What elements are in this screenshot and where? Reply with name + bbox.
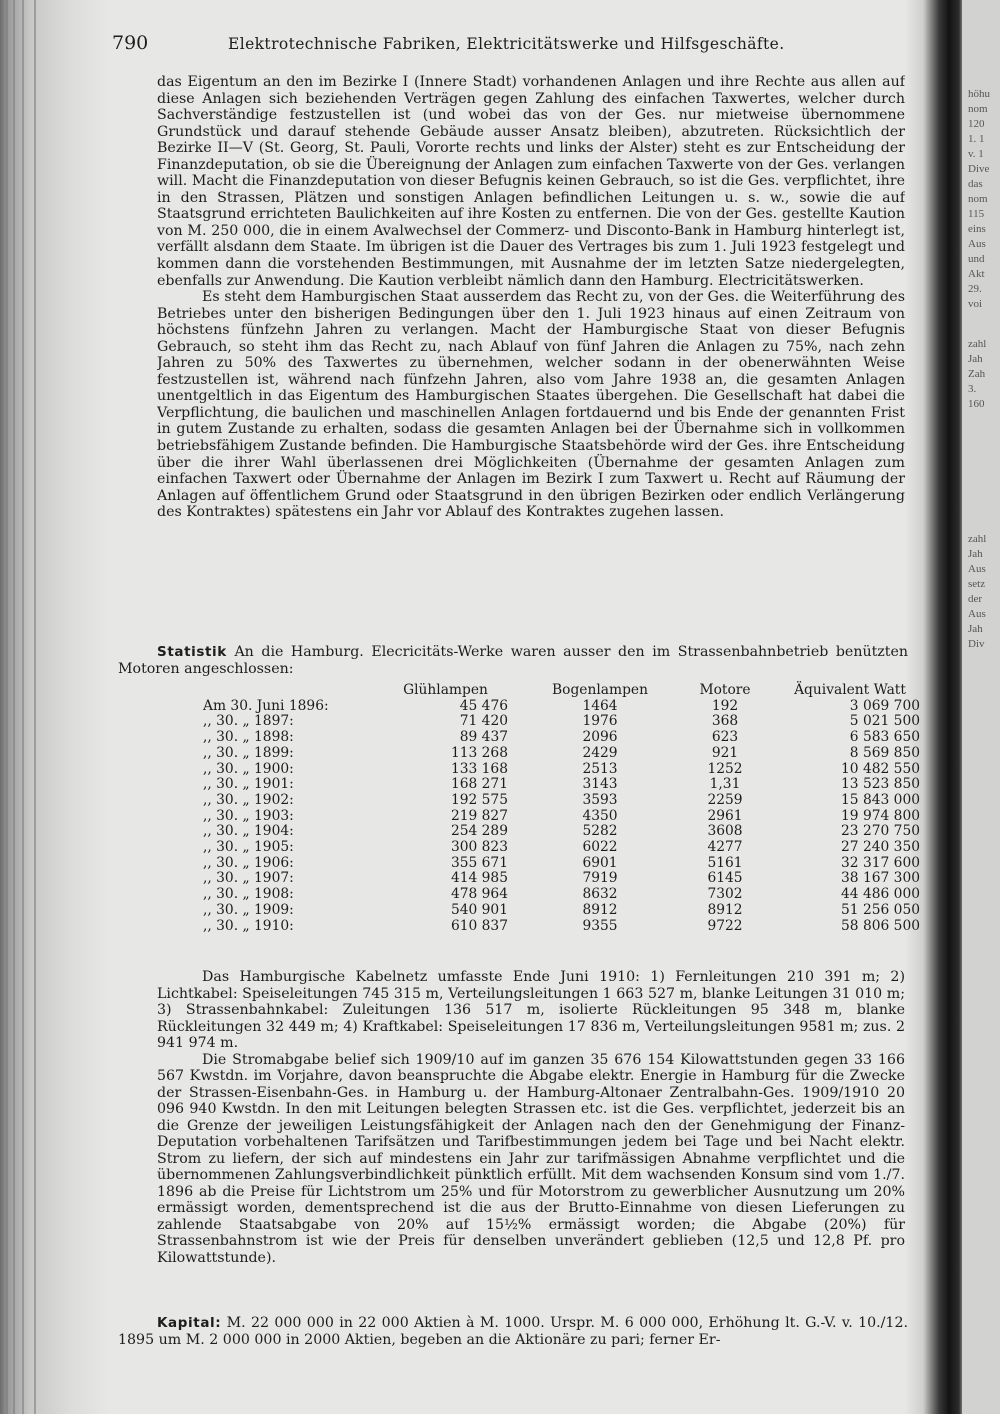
- cell-bogenlampen: 8632: [582, 886, 618, 903]
- row-label: ,, 30. „ 1898:: [203, 729, 294, 746]
- facing-page-fragment: Div: [968, 638, 985, 650]
- cell-motore: 8912: [707, 901, 743, 918]
- cell-bogenlampen: 6022: [582, 839, 618, 856]
- facing-page-fragment: Dive: [968, 163, 990, 175]
- cell-bogenlampen: 1464: [582, 697, 618, 714]
- cell-aequivalent-watt: 6 583 650: [849, 729, 920, 746]
- facing-page-fragment: nom: [968, 193, 988, 205]
- cell-motore: 368: [711, 713, 739, 730]
- facing-page-fragment: 3.: [968, 383, 977, 395]
- cell-gluehlampen: 71 420: [459, 713, 508, 730]
- facing-page-fragment: Aus: [968, 238, 986, 250]
- cell-bogenlampen: 8912: [582, 901, 618, 918]
- cell-motore: 623: [711, 729, 739, 746]
- facing-page-fragment: Aus: [968, 608, 986, 620]
- cell-aequivalent-watt: 32 317 600: [841, 854, 920, 871]
- row-label: ,, 30. „ 1907:: [203, 870, 294, 887]
- cell-gluehlampen: 219 827: [450, 807, 508, 824]
- cell-motore: 921: [711, 744, 739, 761]
- page-header: [112, 32, 912, 56]
- cell-gluehlampen: 133 168: [450, 760, 508, 777]
- cell-aequivalent-watt: 51 256 050: [841, 901, 920, 918]
- facing-page-fragment: Aus: [968, 563, 986, 575]
- row-label: ,, 30. „ 1897:: [203, 713, 294, 730]
- cell-aequivalent-watt: 3 069 700: [849, 697, 920, 714]
- table-row: [195, 903, 922, 919]
- row-label: ,, 30. „ 1904:: [203, 823, 294, 840]
- cell-bogenlampen: 9355: [582, 917, 618, 934]
- row-label: ,, 30. „ 1899:: [203, 744, 294, 761]
- body-text: [157, 74, 905, 521]
- facing-page-fragment: zahl: [968, 338, 987, 350]
- table-row: [195, 809, 922, 825]
- facing-page-fragment: nom: [968, 103, 988, 115]
- cell-gluehlampen: 478 964: [450, 886, 508, 903]
- cell-gluehlampen: 355 671: [450, 854, 508, 871]
- table-row: [195, 793, 922, 809]
- paragraph-state-rights: Es steht dem Hamburgischen Staat ausserdem das Recht zu, von der Ges. die Weiterführung des Betriebes unter den bisherigen Bedingungen über den 1. Juli 1923 hinaus auf einen Zeitraum von höchstens fünfzehn Jahren zu verlangen. Macht der Hamburgische Staat von dieser Befugnis Gebrauch, so steht ihm das Recht zu, nach Ablauf von fünf Jahren die Anlagen zu 75%, nach zehn Jahren zu 50% des Taxwertes zu übernehmen, welcher sodann in der obenerwähnten Weise festzustellen ist, während nach fünfzehn Jahren, also vom Jahre 1938 an, die gesamten Anlagen unentgeltlich in das Eigentum des Hamburgischen Staates übergehen. Die Gesellschaft hat dabei die Verpflichtung, die baulichen und maschinellen Anlagen fortdauernd und bis Ende der genannten Frist in gutem Zustande zu erhalten, sodass die gesamten Anlagen bei der Übernahme sich in vollkommen betriebsfähigem Zustande befinden. Die Hamburgische Staatsbehörde wird der Ges. ihre Entscheidung über die ihrer Wahl überlassenen drei Möglichkeiten (Übernahme der gesamten Anlagen zum einfachen Taxwert oder Übernahme der Anlagen im Bezirk I zum Taxwert u. Recht auf Räumung der Anlagen auf öffentlichem Grund oder Staatsgrund in den übrigen Bezirken oder endlich Verlängerung des Kontraktes) spätestens ein Jahr vor Ablauf des Kontraktes zugehen lassen.: [157, 289, 905, 521]
- table-row: [195, 699, 922, 715]
- cell-motore: 7302: [707, 886, 743, 903]
- facing-page-fragment: Jah: [968, 353, 983, 365]
- table-row: [195, 856, 922, 872]
- row-label: ,, 30. „ 1905:: [203, 839, 294, 856]
- cell-motore: 9722: [707, 917, 743, 934]
- row-label: Am 30. Juni 1896:: [203, 697, 329, 714]
- column-header-gluehlampen: Glühlampen: [403, 682, 488, 698]
- facing-page-fragment: Zah: [968, 368, 986, 380]
- table-row: [195, 840, 922, 856]
- facing-page-fragment: Akt: [968, 268, 985, 280]
- paragraph-contract-terms: das Eigentum an den im Bezirke I (Innere Stadt) vorhandenen Anlagen und ihre Rechte aus allen auf diese Anlagen sich beziehenden Verträgen gegen Zahlung des einfachen Taxwertes, welcher durch Sachverständige festzustellen ist (und wobei das von der Ges. nur mietweise übernommene Grundstück und darauf stehende Gebäude ausser Ansatz bleiben), abzutreten. Rücksichtlich der Bezirke II—V (St. Georg, St. Pauli, Vororte rechts und links der Alster) steht es zur Entscheidung der Finanzdeputation, ob sie die Übereignung der Anlagen zum einfachen Taxwerte von der Ges. verlangen will. Macht die Finanzdeputation von dieser Befugnis keinen Gebrauch, so ist die Ges. verpflichtet, ihre in den Strassen, Plätzen und sonstigen Anlagen befindlichen Leitungen u. s. w., sowie die auf Staatsgrund errichteten Baulichkeiten auf ihre Kosten zu entfernen. Die von der Ges. gestellte Kaution von M. 250 000, die in einem Avalwechsel der Commerz- und Disconto-Bank in Hamburg hinterlegt ist, verfällt alsdann dem Staate. Im übrigen ist die Dauer des Vertrages bis zum 1. Juli 1923 festgelegt und kommen dann die vorstehenden Bestimmungen, mit Ausnahme der im letzten Satze niedergelegten, ebenfalls zur Anwendung. Die Kaution verbleibt nämlich dann den Hamburg. Electricitätswerken.: [157, 74, 905, 289]
- cell-gluehlampen: 168 271: [450, 776, 508, 793]
- cell-aequivalent-watt: 27 240 350: [841, 839, 920, 856]
- facing-page-fragment: voi: [968, 298, 983, 310]
- facing-page-fragment: 1. 1: [968, 133, 985, 145]
- cell-bogenlampen: 7919: [582, 870, 618, 887]
- table-row: [195, 919, 922, 935]
- cell-bogenlampen: 5282: [582, 823, 618, 840]
- facing-page-fragment: eins: [968, 223, 986, 235]
- table-header-row: [195, 683, 922, 699]
- facing-page-fragment: höhu: [968, 88, 990, 100]
- cell-motore: 2961: [707, 807, 743, 824]
- cell-gluehlampen: 113 268: [450, 744, 508, 761]
- statistik-intro: An die Hamburg. Elecricitäts-Werke waren ausser den im Strassenbahnbetrieb benützten Motoren angeschlossen:: [118, 644, 909, 677]
- column-header-motore: Motore: [699, 682, 751, 698]
- facing-page-fragment: 120: [968, 118, 985, 130]
- paragraph-kabelnetz: Das Hamburgische Kabelnetz umfasste Ende Juni 1910: 1) Fernleitungen 210 391 m; 2) Lichtkabel: Speiseleitungen 745 315 m, Verteilungsleitungen 1 663 527 m, blanke Leitungen 31 010 m; 3) Strassenbahnkabel: Zuleitungen 136 517 m, isolierte Rückleitungen 95 348 m, blanke Rückleitungen 32 449 m; 4) Kraftkabel: Speiseleitungen 17 836 m, Verteilungsleitungen 9581 m; zus. 2 941 974 m.: [157, 969, 905, 1051]
- cell-gluehlampen: 254 289: [450, 823, 508, 840]
- row-label: ,, 30. „ 1910:: [203, 917, 294, 934]
- paragraph-stromabgabe: Die Stromabgabe belief sich 1909/10 auf im ganzen 35 676 154 Kilowattstunden gegen 33 166 567 Kwstdn. im Vorjahre, davon beanspruchte die Abgabe elektr. Energie in Hamburg für die Zwecke der Strassen-Eisenbahn-Ges. in Hamburg u. der Hamburg-Altonaer Zentralbahn-Ges. 1909/1910 20 096 940 Kwstdn. In den mit Leitungen belegten Strassen etc. ist die Ges. verpflichtet, jederzeit bis an die Grenze der jeweiligen Leistungsfähigkeit der Anlagen nach den der Genehmigung der Finanz-Deputation vorbehaltenen Tarifsätzen und Tarifbestimmungen jedem bei Tage und bei Nacht elektr. Strom zu liefern, der sich auf mindestens ein Jahr zur tarifmässigen Abnahme verpflichtet und die übernommenen Zahlungsverbindlichkeit pünktlich erfüllt. Mit dem wachsenden Konsum sind vom 1./7. 1896 ab die Preise für Lichtstrom um 25% und für Motorstrom zu gewerblicher Ausnutzung um 20% ermässigt worden, dementsprechend ist die aus der Brutto-Einnahme von diesen Lieferungen zu zahlende Staatsabgabe von 20% auf 15½% ermässigt worden; die Abgabe (20%) für Strassenbahnstrom ist wie der Preis für denselben unverändert geblieben (12,5 und 12,8 Pf. pro Kilowattstunde).: [157, 1051, 905, 1266]
- facing-page-fragment: Jah: [968, 623, 983, 635]
- facing-page-fragment: v. 1: [968, 148, 984, 160]
- cell-gluehlampen: 610 837: [450, 917, 508, 934]
- facing-page-fragment: 29.: [968, 283, 982, 295]
- cell-aequivalent-watt: 23 270 750: [841, 823, 920, 840]
- cell-gluehlampen: 192 575: [450, 791, 508, 808]
- network-section: [157, 969, 905, 1266]
- cell-bogenlampen: 2429: [582, 744, 618, 761]
- row-label: ,, 30. „ 1900:: [203, 760, 294, 777]
- cell-aequivalent-watt: 13 523 850: [841, 776, 920, 793]
- cell-motore: 192: [711, 697, 739, 714]
- cell-aequivalent-watt: 8 569 850: [849, 744, 920, 761]
- cell-gluehlampen: 300 823: [450, 839, 508, 856]
- cell-motore: 4277: [707, 839, 743, 856]
- cell-aequivalent-watt: 44 486 000: [841, 886, 920, 903]
- table-row: [195, 714, 922, 730]
- row-label: ,, 30. „ 1908:: [203, 886, 294, 903]
- cell-motore: 1,31: [709, 776, 741, 793]
- facing-page-fragment: 160: [968, 398, 985, 410]
- kapital-section: [118, 1315, 908, 1348]
- cell-aequivalent-watt: 38 167 300: [841, 870, 920, 887]
- facing-page-fragment: das: [968, 178, 983, 190]
- row-label: ,, 30. „ 1902:: [203, 791, 294, 808]
- cell-gluehlampen: 89 437: [459, 729, 508, 746]
- cell-bogenlampen: 6901: [582, 854, 618, 871]
- row-label: ,, 30. „ 1906:: [203, 854, 294, 871]
- cell-motore: 5161: [707, 854, 743, 871]
- facing-page-fragment: und: [968, 253, 985, 265]
- cell-gluehlampen: 45 476: [459, 697, 508, 714]
- cell-bogenlampen: 3593: [582, 791, 618, 808]
- cell-motore: 6145: [707, 870, 743, 887]
- statistik-table-body: [195, 699, 922, 935]
- facing-page-fragment: 115: [968, 208, 985, 220]
- cell-aequivalent-watt: 5 021 500: [849, 713, 920, 730]
- table-row: [195, 887, 922, 903]
- row-label: ,, 30. „ 1901:: [203, 776, 294, 793]
- table-row: [195, 871, 922, 887]
- cell-gluehlampen: 540 901: [450, 901, 508, 918]
- facing-page-fragment: Jah: [968, 548, 983, 560]
- page-number: 790: [112, 32, 149, 54]
- cell-motore: 3608: [707, 823, 743, 840]
- cell-aequivalent-watt: 10 482 550: [841, 760, 920, 777]
- cell-motore: 2259: [707, 791, 743, 808]
- running-head: Elektrotechnische Fabriken, Elektricitätswerke und Hilfsgeschäfte.: [228, 35, 785, 53]
- table-row: [195, 746, 922, 762]
- statistik-table: [195, 683, 922, 934]
- cell-bogenlampen: 4350: [582, 807, 618, 824]
- cell-bogenlampen: 3143: [582, 776, 618, 793]
- row-label: ,, 30. „ 1903:: [203, 807, 294, 824]
- row-label: ,, 30. „ 1909:: [203, 901, 294, 918]
- kapital-keyword: Kapital:: [157, 1315, 222, 1331]
- cell-bogenlampen: 2513: [582, 760, 618, 777]
- cell-bogenlampen: 1976: [582, 713, 618, 730]
- statistik-section: [118, 644, 908, 677]
- cell-aequivalent-watt: 19 974 800: [841, 807, 920, 824]
- facing-page-fragment: setz: [968, 578, 986, 590]
- cell-motore: 1252: [707, 760, 743, 777]
- table-row: [195, 730, 922, 746]
- cell-bogenlampen: 2096: [582, 729, 618, 746]
- kapital-text: M. 22 000 000 in 22 000 Aktien à M. 1000. Urspr. M. 6 000 000, Erhöhung lt. G.-V. v. 10./12. 1895 um M. 2 000 000 in 2000 Aktien, begeben an die Aktionäre zu pari; ferner Er-: [118, 1315, 908, 1348]
- facing-page-fragment: zahl: [968, 533, 987, 545]
- facing-page-fragment: der: [968, 593, 983, 605]
- cell-gluehlampen: 414 985: [450, 870, 508, 887]
- cell-aequivalent-watt: 58 806 500: [841, 917, 920, 934]
- column-header-bogenlampen: Bogenlampen: [552, 682, 648, 698]
- statistik-keyword: Statistik: [157, 644, 227, 660]
- table-row: [195, 777, 922, 793]
- table-row: [195, 762, 922, 778]
- cell-aequivalent-watt: 15 843 000: [841, 791, 920, 808]
- table-row: [195, 824, 922, 840]
- column-header-aequivalent-watt: Äquivalent Watt: [794, 682, 906, 698]
